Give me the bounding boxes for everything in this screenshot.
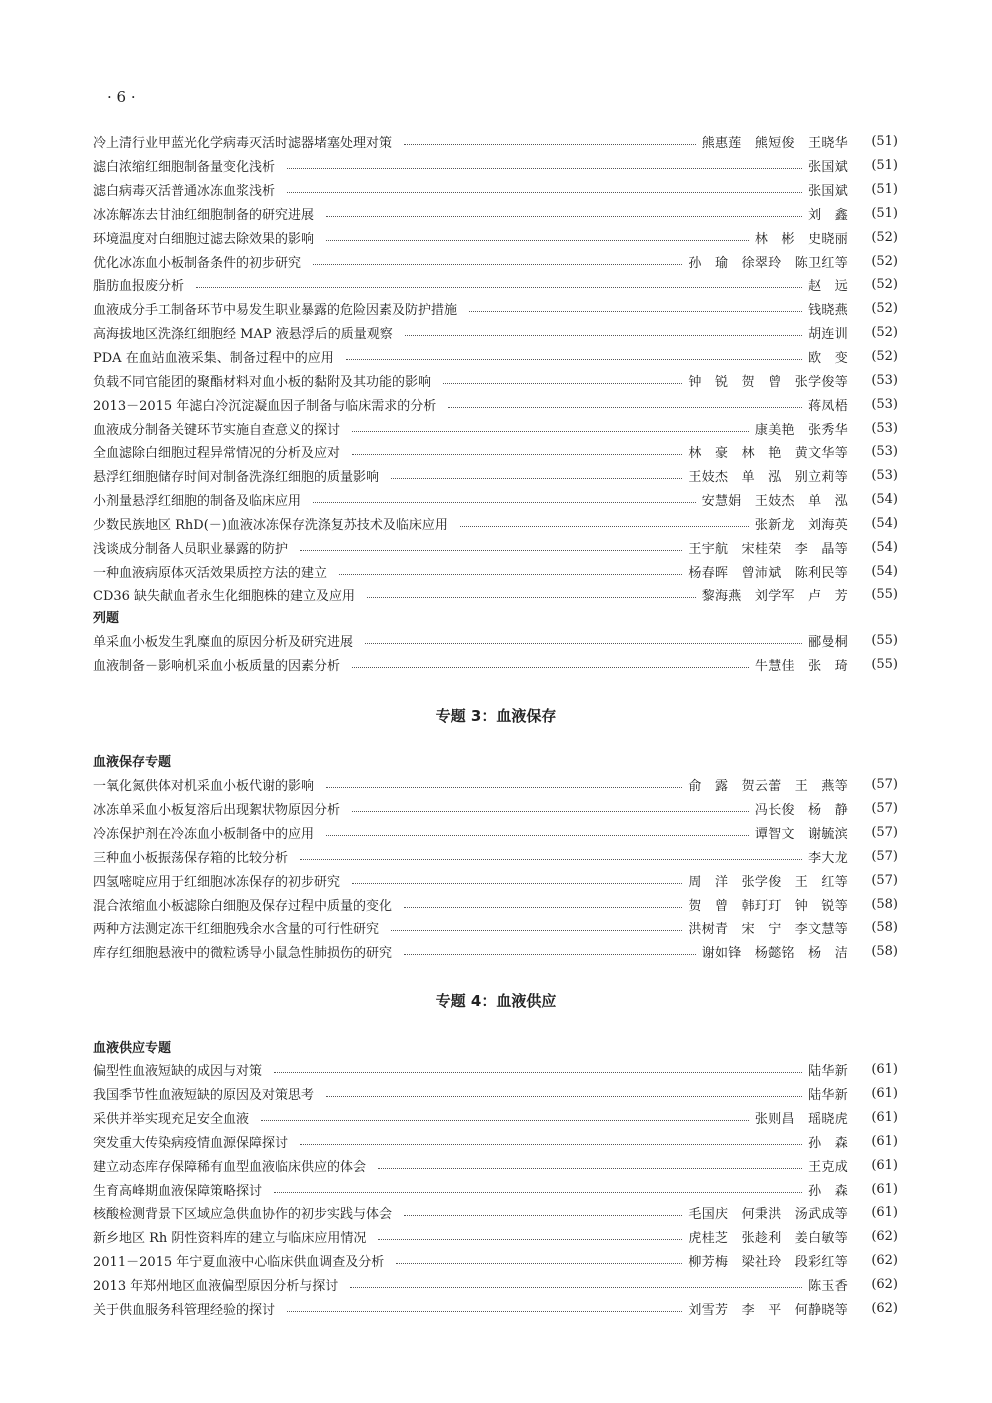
entry-page: (54) [871,515,898,531]
toc-entry [93,321,898,345]
dot-leader [396,1263,682,1264]
dot-leader [300,550,682,551]
toc-entry [93,940,898,964]
toc-entry [93,1106,898,1130]
entry-page: (57) [871,872,898,888]
entry-authors: 张国斌 [808,184,848,200]
entry-page: (53) [871,444,898,460]
entry-page: (62) [871,1253,898,1269]
dot-leader [261,1120,749,1121]
dot-leader [313,264,682,265]
entry-title: 三种血小板振荡保存箱的比较分析 [93,850,289,866]
dot-leader [287,168,802,169]
entry-title: 单采血小板发生乳糜血的原因分析及研究进展 [93,635,354,651]
entry-authors: 赵 远 [808,279,848,295]
entry-page: (62) [871,1300,898,1316]
entry-authors: 洪树青 宋 宁 李文慧等 [688,922,848,938]
entry-authors: 胡连训 [808,327,848,343]
dot-leader [352,883,682,884]
dot-leader [448,407,802,408]
entry-title: 血液制备－影响机采血小板质量的因素分析 [93,659,341,675]
entry-title: 全血滤除白细胞过程异常情况的分析及应对 [93,446,341,462]
entry-page: (57) [871,801,898,817]
entry-authors: 蒋凤梧 [808,398,848,414]
subheading-blood-supply: 血液供应专题 [93,1041,172,1056]
entry-page: (55) [871,657,898,673]
entry-title: 混合浓缩血小板滤除白细胞及保存过程中质量的变化 [93,898,393,914]
entry-title: 冰冻单采血小板复溶后出现絮状物原因分析 [93,803,341,819]
entry-page: (52) [871,229,898,245]
entry-title: 关于供血服务科管理经验的探讨 [93,1302,276,1318]
toc-subheading-listed [93,605,898,628]
entry-page: (54) [871,492,898,508]
dot-leader [339,574,682,575]
entry-title: 悬浮红细胞储存时间对制备洗涤红细胞的质量影响 [93,470,380,486]
toc-subheading-4 [93,1035,898,1058]
dot-leader [287,1311,682,1312]
toc-entry [93,202,898,226]
dot-leader [326,787,682,788]
dot-leader [378,1239,682,1240]
entry-authors: 钱晓燕 [808,303,848,319]
toc-entry [93,868,898,892]
entry-authors: 安慧娟 王妓杰 单 泓 [701,494,848,510]
entry-authors: 谢如锋 杨懿铭 杨 洁 [701,946,848,962]
entry-authors: 刘 鑫 [808,207,848,223]
dot-leader [274,1192,802,1193]
entry-page: (57) [871,825,898,841]
entry-page: (57) [871,777,898,793]
dot-leader [405,335,802,336]
toc-entry [93,416,898,440]
dot-leader [313,502,696,503]
entry-page: (51) [871,158,898,174]
entry-page: (52) [871,325,898,341]
entry-page: (55) [871,633,898,649]
toc-entry [93,559,898,583]
toc-entry [93,345,898,369]
entry-authors: 孙 森 [808,1183,848,1199]
entry-authors: 熊惠莲 熊短俊 王晓华 [701,136,848,152]
dot-leader [391,930,682,931]
entry-authors: 陆华新 [808,1064,848,1080]
toc-entry [93,916,898,940]
toc-block-4 [93,1058,898,1320]
entry-authors: 王克成 [808,1159,848,1175]
dot-leader [196,287,802,288]
toc-entry [93,583,898,607]
entry-authors: 杨春晖 曾沛斌 陈利民等 [688,565,848,581]
entry-title: 新乡地区 Rh 阴性资料库的建立与临床应用情况 [93,1231,367,1247]
entry-authors: 周 洋 张学俊 王 红等 [688,874,848,890]
entry-title: 生育高峰期血液保障策略探讨 [93,1183,263,1199]
toc-entry [93,1082,898,1106]
dot-leader [287,192,802,193]
entry-title: 高海拔地区洗涤红细胞经 MAP 液悬浮后的质量观察 [93,327,393,343]
entry-page: (61) [871,1110,898,1126]
dot-leader [300,859,802,860]
dot-leader [404,907,682,908]
dot-leader [326,216,802,217]
entry-authors: 张新龙 刘海英 [754,517,848,533]
dot-leader [300,1144,802,1145]
dot-leader [404,144,696,145]
entry-title: 冷冻保护剂在冷冻血小板制备中的应用 [93,827,315,843]
entry-title: PDA 在血站血液采集、制备过程中的应用 [93,351,334,367]
dot-leader [352,811,749,812]
topic-4-heading: 专题 4：血液供应 [435,992,557,1010]
dot-leader [460,526,749,527]
toc-entry [93,368,898,392]
entry-title: 优化冰冻血小板制备条件的初步研究 [93,255,302,271]
entry-title: 四氢嘧啶应用于红细胞冰冻保存的初步研究 [93,874,341,890]
toc-entry [93,1296,898,1320]
toc-block-1 [93,130,898,607]
entry-authors: 牛慧佳 张 琦 [754,659,848,675]
dot-leader [352,454,682,455]
entry-authors: 王宇航 宋桂荣 李 晶等 [688,541,848,557]
entry-authors: 黎海燕 刘学军 卢 芳 [701,589,848,605]
entry-title: 负载不同官能团的聚酯材料对血小板的黏附及其功能的影响 [93,374,432,390]
toc-entry [93,653,898,677]
entry-title: 浅谈成分制备人员职业暴露的防护 [93,541,289,557]
toc-entry [93,1177,898,1201]
entry-page: (58) [871,896,898,912]
entry-page: (51) [871,182,898,198]
toc-entry [93,773,898,797]
entry-title: 血液成分制备关键环节实施自查意义的探讨 [93,422,341,438]
entry-title: 滤白病毒灭活普通冰冻血浆浅析 [93,184,276,200]
entry-authors: 欧 变 [808,351,848,367]
toc-block-3 [93,773,898,964]
dot-leader [404,954,696,955]
entry-page: (61) [871,1133,898,1149]
toc-entry [93,1058,898,1082]
entry-title: 血液成分手工制备环节中易发生职业暴露的危险因素及防护措施 [93,303,458,319]
dot-leader [274,1072,802,1073]
entry-title: 一氧化氮供体对机采血小板代谢的影响 [93,779,315,795]
entry-page: (54) [871,563,898,579]
dot-leader [352,667,749,668]
toc-subheading-3 [93,749,898,772]
page-number: · 6 · [107,88,136,106]
entry-authors: 钟 锐 贺 曾 张学俊等 [688,374,848,390]
entry-page: (53) [871,396,898,412]
toc-block-2 [93,629,898,677]
entry-authors: 谭智文 谢毓滨 [754,827,848,843]
toc-entry [93,1153,898,1177]
entry-title: 突发重大传染病疫情血源保障探讨 [93,1135,289,1151]
toc-entry [93,130,898,154]
dot-leader [404,1215,682,1216]
entry-page: (52) [871,277,898,293]
entry-authors: 张国斌 [808,160,848,176]
toc-entry [93,821,898,845]
toc-entry [93,1249,898,1273]
dot-leader [352,431,749,432]
entry-page: (53) [871,468,898,484]
toc-entry [93,797,898,821]
toc-entry [93,297,898,321]
toc-entry [93,440,898,464]
entry-title: 2013－2015 年滤白冷沉淀凝血因子制备与临床需求的分析 [93,398,437,414]
entry-title: 2011－2015 年宁夏血液中心临床供血调查及分析 [93,1255,385,1271]
toc-entry [93,392,898,416]
entry-authors: 虎桂芝 张趁利 姜白敏等 [688,1231,848,1247]
subheading-blood-storage: 血液保存专题 [93,755,172,770]
entry-authors: 林 豪 林 艳 黄文华等 [688,446,848,462]
entry-authors: 林 彬 史晓丽 [754,231,848,247]
entry-page: (51) [871,134,898,150]
entry-authors: 柳芳梅 梁社玲 段彩红等 [688,1255,848,1271]
dot-leader [350,1287,802,1288]
entry-title: 库存红细胞悬液中的微粒诱导小鼠急性肺损伤的研究 [93,946,393,962]
entry-page: (52) [871,349,898,365]
entry-page: (52) [871,301,898,317]
toc-entry [93,154,898,178]
dot-leader [469,311,802,312]
entry-page: (62) [871,1229,898,1245]
entry-page: (57) [871,848,898,864]
entry-authors: 陆华新 [808,1088,848,1104]
entry-authors: 俞 露 贺云蕾 王 燕等 [688,779,848,795]
entry-page: (62) [871,1277,898,1293]
dot-leader [378,1168,802,1169]
dot-leader [391,478,682,479]
entry-title: 偏型性血液短缺的成因与对策 [93,1064,263,1080]
entry-authors: 孙 瑜 徐翠玲 陈卫红等 [688,255,848,271]
entry-page: (61) [871,1205,898,1221]
entry-title: 冷上清行业甲蓝光化学病毒灭活时滤器堵塞处理对策 [93,136,393,152]
entry-title: 建立动态库存保障稀有血型血液临床供应的体会 [93,1159,367,1175]
toc-entry [93,1201,898,1225]
dot-leader [326,835,749,836]
entry-authors: 孙 森 [808,1135,848,1151]
entry-title: 小剂量悬浮红细胞的制备及临床应用 [93,494,302,510]
entry-authors: 陈玉香 [808,1279,848,1295]
entry-authors: 张则昌 瑶晓虎 [754,1112,848,1128]
entry-title: 我国季节性血液短缺的原因及对策思考 [93,1088,315,1104]
entry-title: 一种血液病原体灭活效果质控方法的建立 [93,565,328,581]
dot-leader [365,643,802,644]
toc-entry [93,225,898,249]
entry-page: (58) [871,920,898,936]
toc-entry [93,535,898,559]
entry-authors: 李大龙 [808,850,848,866]
entry-title: 少数民族地区 RhD(－)血液冰冻保存洗涤复苏技术及临床应用 [93,517,448,533]
toc-entry [93,1225,898,1249]
entry-authors: 康美艳 张秀华 [754,422,848,438]
entry-title: 两种方法测定冻干红细胞残余水含量的可行性研究 [93,922,380,938]
entry-authors: 贺 曾 韩玎玎 钟 锐等 [688,898,848,914]
toc-entry [93,629,898,653]
entry-page: (54) [871,539,898,555]
entry-page: (61) [871,1181,898,1197]
entry-title: 环境温度对白细胞过滤去除效果的影响 [93,231,315,247]
subheading-listed: 列题 [93,611,120,626]
toc-entry [93,178,898,202]
entry-authors: 刘雪芳 李 平 何静晓等 [688,1302,848,1318]
entry-page: (58) [871,944,898,960]
entry-page: (53) [871,372,898,388]
toc-entry [93,464,898,488]
toc-entry [93,273,898,297]
entry-authors: 冯长俊 杨 静 [754,803,848,819]
entry-title: CD36 缺失献血者永生化细胞株的建立及应用 [93,589,356,605]
toc-entry [93,512,898,536]
topic-3-heading: 专题 3：血液保存 [435,707,557,725]
dot-leader [326,1096,802,1097]
entry-title: 滤白浓缩红细胞制备量变化浅析 [93,160,276,176]
dot-leader [326,240,749,241]
entry-page: (53) [871,420,898,436]
entry-authors: 毛国庆 何秉洪 汤武成等 [688,1207,848,1223]
toc-entry [93,845,898,869]
entry-page: (61) [871,1157,898,1173]
entry-authors: 王妓杰 单 泓 别立莉等 [688,470,848,486]
toc-entry [93,249,898,273]
entry-page: (61) [871,1086,898,1102]
entry-page: (52) [871,253,898,269]
entry-page: (55) [871,587,898,603]
dot-leader [367,597,696,598]
dot-leader [443,383,682,384]
toc-entry [93,1130,898,1154]
entry-title: 核酸检测背景下区域应急供血协作的初步实践与体会 [93,1207,393,1223]
entry-title: 脂肪血报废分析 [93,279,185,295]
entry-page: (61) [871,1062,898,1078]
entry-page: (51) [871,205,898,221]
entry-title: 2013 年郑州地区血液偏型原因分析与探讨 [93,1279,339,1295]
entry-authors: 郦曼桐 [808,635,848,651]
toc-entry [93,892,898,916]
dot-leader [346,359,802,360]
entry-title: 冰冻解冻去甘油红细胞制备的研究进展 [93,207,315,223]
toc-entry [93,488,898,512]
entry-title: 采供并举实现充足安全血液 [93,1112,250,1128]
toc-entry [93,1273,898,1297]
